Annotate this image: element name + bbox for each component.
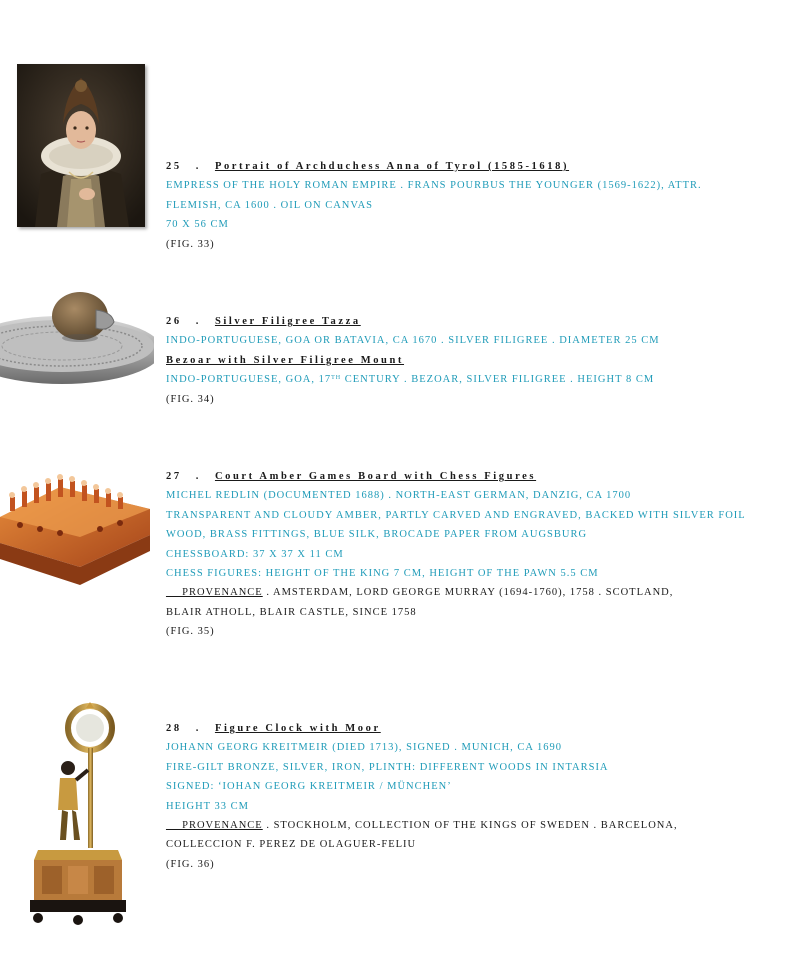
heading-separator: . bbox=[195, 161, 201, 172]
provenance-continuation: BLAIR ATHOLL, BLAIR CASTLE, SINCE 1758 bbox=[166, 606, 417, 618]
figure-reference: (FIG. 35) bbox=[166, 626, 215, 638]
provenance-text: . STOCKHOLM, COLLECTION OF THE KINGS OF SWEDEN . BARCELONA, bbox=[262, 820, 678, 832]
entry-heading bbox=[166, 312, 776, 331]
entry-line: MICHEL REDLIN (DOCUMENTED 1688) . NORTH-EAST GERMAN, DANZIG, CA 1700 bbox=[166, 490, 632, 502]
entry-line: CHESS FIGURES: HEIGHT OF THE KING 7 CM, HEIGHT OF THE PAWN 5.5 CM bbox=[166, 568, 599, 580]
provenance-text: . AMSTERDAM, LORD GEORGE MURRAY (1694-1760), 1758 . SCOTLAND, bbox=[262, 587, 674, 599]
entry-line: JOHANN GEORG KREITMEIR (DIED 1713), SIGNED . MUNICH, CA 1690 bbox=[166, 742, 562, 754]
entry-heading bbox=[166, 467, 776, 486]
sub-line-start: INDO-PORTUGUESE, GOA, 17 bbox=[166, 374, 332, 386]
entry-title: Court Amber Games Board with Chess Figures bbox=[214, 471, 537, 482]
entry-title: Silver Filigree Tazza bbox=[214, 316, 361, 327]
chess-board-image bbox=[0, 457, 150, 587]
entry-line bbox=[166, 370, 776, 389]
entry-27 bbox=[166, 467, 776, 642]
entry-title: Portrait of Archduchess Anna of Tyrol (1585-1618) bbox=[214, 161, 570, 172]
portrait-image bbox=[17, 64, 145, 227]
entry-line: WOOD, BRASS FITTINGS, BLUE SILK, BROCADE PAPER FROM AUGSBURG bbox=[166, 529, 588, 541]
figure-reference: (FIG. 33) bbox=[166, 238, 215, 250]
heading-separator: . bbox=[195, 723, 201, 734]
entry-line: SIGNED: ‘IOHAN GEORG KREITMEIR / MÜNCHEN’ bbox=[166, 781, 452, 793]
entry-line: 70 X 56 CM bbox=[166, 219, 229, 231]
entry-number: 26 bbox=[166, 316, 182, 327]
entry-number: 25 bbox=[166, 161, 182, 172]
entry-line: FIRE-GILT BRONZE, SILVER, IRON, PLINTH: DIFFERENT WOODS IN INTARSIA bbox=[166, 761, 609, 773]
entry-subtitle: Bezoar with Silver Filigree Mount bbox=[166, 354, 405, 366]
tazza-image bbox=[0, 288, 154, 384]
sub-line-end: CENTURY . BEZOAR, SILVER FILIGREE . HEIGHT 8 CM bbox=[341, 374, 655, 386]
entry-number: 28 bbox=[166, 723, 182, 734]
heading-separator: . bbox=[195, 471, 201, 482]
heading-separator: . bbox=[195, 316, 201, 327]
provenance-label: __ PROVENANCE bbox=[166, 820, 263, 832]
provenance-continuation: COLLECCION F. PEREZ DE OLAGUER-FELIU bbox=[166, 839, 417, 851]
figure-reference: (FIG. 34) bbox=[166, 393, 215, 405]
entry-26 bbox=[166, 312, 776, 409]
entry-heading bbox=[166, 157, 776, 176]
entry-line: TRANSPARENT AND CLOUDY AMBER, PARTLY CARVED AND ENGRAVED, BACKED WITH SILVER FOIL bbox=[166, 509, 746, 521]
entry-number: 27 bbox=[166, 471, 182, 482]
entry-line: HEIGHT 33 CM bbox=[166, 800, 249, 812]
entry-line: FLEMISH, CA 1600 . OIL ON CANVAS bbox=[166, 199, 374, 211]
provenance-line bbox=[166, 583, 776, 602]
figure-clock-image bbox=[28, 700, 128, 930]
entry-28 bbox=[166, 719, 776, 874]
entry-line: EMPRESS OF THE HOLY ROMAN EMPIRE . FRANS POURBUS THE YOUNGER (1569-1622), ATTR. bbox=[166, 180, 702, 192]
figure-reference: (FIG. 36) bbox=[166, 858, 215, 870]
entry-line: INDO-PORTUGUESE, GOA OR BATAVIA, CA 1670 . SILVER FILIGREE . DIAMETER 25 CM bbox=[166, 335, 660, 347]
entry-line: CHESSBOARD: 37 X 37 X 11 CM bbox=[166, 548, 344, 560]
provenance-line bbox=[166, 816, 776, 835]
ordinal-superscript: TH bbox=[331, 375, 342, 382]
entry-title: Figure Clock with Moor bbox=[214, 723, 381, 734]
entry-25 bbox=[166, 157, 776, 254]
entry-heading bbox=[166, 719, 776, 738]
provenance-label: __ PROVENANCE bbox=[166, 587, 263, 599]
